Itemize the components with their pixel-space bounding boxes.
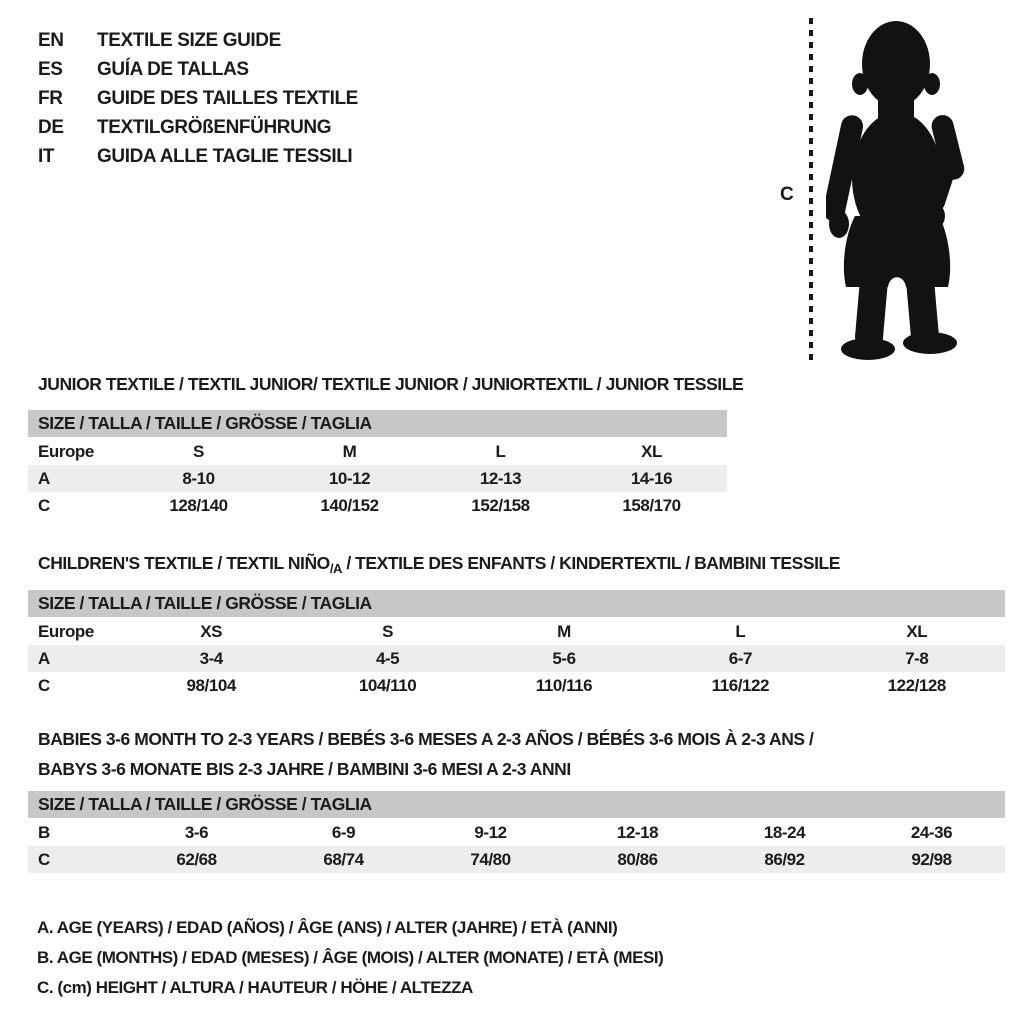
table-row-height [28,672,1005,699]
table-row-height [28,846,1005,873]
value-cell: 4-5 [299,645,475,672]
size-cell: S [382,622,394,641]
value-cell: 92/98 [858,846,1005,873]
table-header-bar: SIZE / TALLA / TAILLE / GRÖSSE / TAGLIA [28,791,1005,819]
value-cell: 116/122 [711,675,770,695]
lang-code: EN [38,29,64,51]
language-title-list [38,26,358,171]
lang-row-de [38,113,358,142]
junior-title-text: JUNIOR TEXTILE / TEXTIL JUNIOR/ TEXTILE JUNIOR / JUNIORTEXTIL / JUNIOR TESSILE [38,374,744,394]
size-cell: XS [200,622,223,641]
babies-title-line1: BABIES 3-6 MONTH TO 2-3 YEARS / BEBÉS 3-6 MESES A 2-3 AÑOS / BÉBÉS 3-6 MOIS À 2-3 ANS / [38,729,814,749]
guide-title-de: TEXTILGRÖßENFÜHRUNG [97,116,332,138]
size-cell: L [735,622,746,641]
value-cell: 74/80 [417,846,564,873]
baby-silhouette-icon [826,20,968,364]
lang-code: DE [38,116,64,138]
babies-title-line2: BABYS 3-6 MONATE BIS 2-3 JAHRE / BAMBINI 3-6 MESI A 2-3 ANNI [38,759,571,779]
height-dotted-line [809,18,813,360]
measurement-legend [37,913,663,1003]
value-cell: 158/170 [622,495,681,515]
guide-title-en: TEXTILE SIZE GUIDE [97,29,281,51]
lang-row-es [38,55,358,84]
height-label: C [780,184,794,205]
row-label-cell: Europe [38,442,94,461]
guide-title-fr: GUIDE DES TAILLES TEXTILE [97,87,358,109]
guide-title-es: GUÍA DE TALLAS [97,58,249,80]
value-cell: 10-12 [274,465,425,492]
lang-row-fr [38,84,358,113]
value-cell: 68/74 [270,846,417,873]
lang-row-it [38,142,358,171]
value-cell: 3-4 [123,645,299,672]
table-header-bar: SIZE / TALLA / TAILLE / GRÖSSE / TAGLIA [28,410,727,438]
value-cell: 6-9 [331,823,356,842]
table-header-bar: SIZE / TALLA / TAILLE / GRÖSSE / TAGLIA [28,590,1005,618]
row-label-cell: C [38,495,50,515]
value-cell: 80/86 [564,846,711,873]
legend-line-b: B. AGE (MONTHS) / EDAD (MESES) / ÂGE (MOIS) / ALTER (MONATE) / ETÀ (MESI) [37,948,664,967]
size-cell: XL [641,442,662,461]
table-row-age [28,465,727,492]
babies-section-title [38,724,813,784]
height-figure [770,12,980,368]
children-title-before: CHILDREN'S TEXTILE / TEXTIL NIÑO [38,553,330,573]
value-cell: 9-12 [474,823,507,842]
table-row-sizes [28,438,727,465]
children-title-sub: /A [329,561,342,576]
value-cell: 8-10 [123,465,274,492]
children-size-table [28,590,1005,699]
row-label-cell: B [38,823,50,842]
lang-code: FR [38,87,63,109]
value-cell: 5-6 [476,645,652,672]
value-cell: 86/92 [711,846,858,873]
lang-code: IT [38,145,55,167]
lang-code: ES [38,58,63,80]
size-cell: M [557,622,571,641]
value-cell: 104/110 [358,675,417,695]
value-cell: 12-13 [425,465,576,492]
children-section-title [38,548,840,584]
table-row-age [28,645,1005,672]
value-cell: 14-16 [576,465,727,492]
row-label-cell: C [38,675,50,695]
row-label-cell: C [28,846,123,873]
size-cell: S [193,442,204,461]
size-cell: XL [906,622,928,641]
row-label-cell: A [28,645,123,672]
legend-line-c: C. (cm) HEIGHT / ALTURA / HAUTEUR / HÖHE / ALTEZZA [37,978,473,997]
lang-row-en [38,26,358,55]
table-row-sizes [28,618,1005,645]
children-title-after: / TEXTILE DES ENFANTS / KINDERTEXTIL / BAMBINI TESSILE [341,553,840,573]
value-cell: 6-7 [652,645,828,672]
value-cell: 12-18 [616,823,659,842]
row-label-cell: Europe [38,622,94,641]
size-cell: M [342,442,357,461]
junior-section-title [38,369,743,399]
value-cell: 98/104 [186,675,236,695]
value-cell: 140/152 [320,495,379,515]
legend-line-a: A. AGE (YEARS) / EDAD (AÑOS) / ÂGE (ANS) / ALTER (JAHRE) / ETÀ (ANNI) [37,918,618,937]
value-cell: 7-8 [829,645,1005,672]
size-cell: L [495,442,506,461]
value-cell: 24-36 [910,823,953,842]
value-cell: 152/158 [471,495,530,515]
value-cell: 110/116 [535,675,593,695]
table-row-height [28,492,727,519]
value-cell: 3-6 [184,823,209,842]
value-cell: 128/140 [169,495,228,515]
value-cell: 62/68 [123,846,270,873]
value-cell: 18-24 [763,823,806,842]
table-row-age-months [28,819,1005,846]
babies-size-table [28,791,1005,873]
row-label-cell: A [28,465,123,492]
guide-title-it: GUIDA ALLE TAGLIE TESSILI [97,145,353,167]
junior-size-table [28,410,727,519]
value-cell: 122/128 [887,675,946,695]
